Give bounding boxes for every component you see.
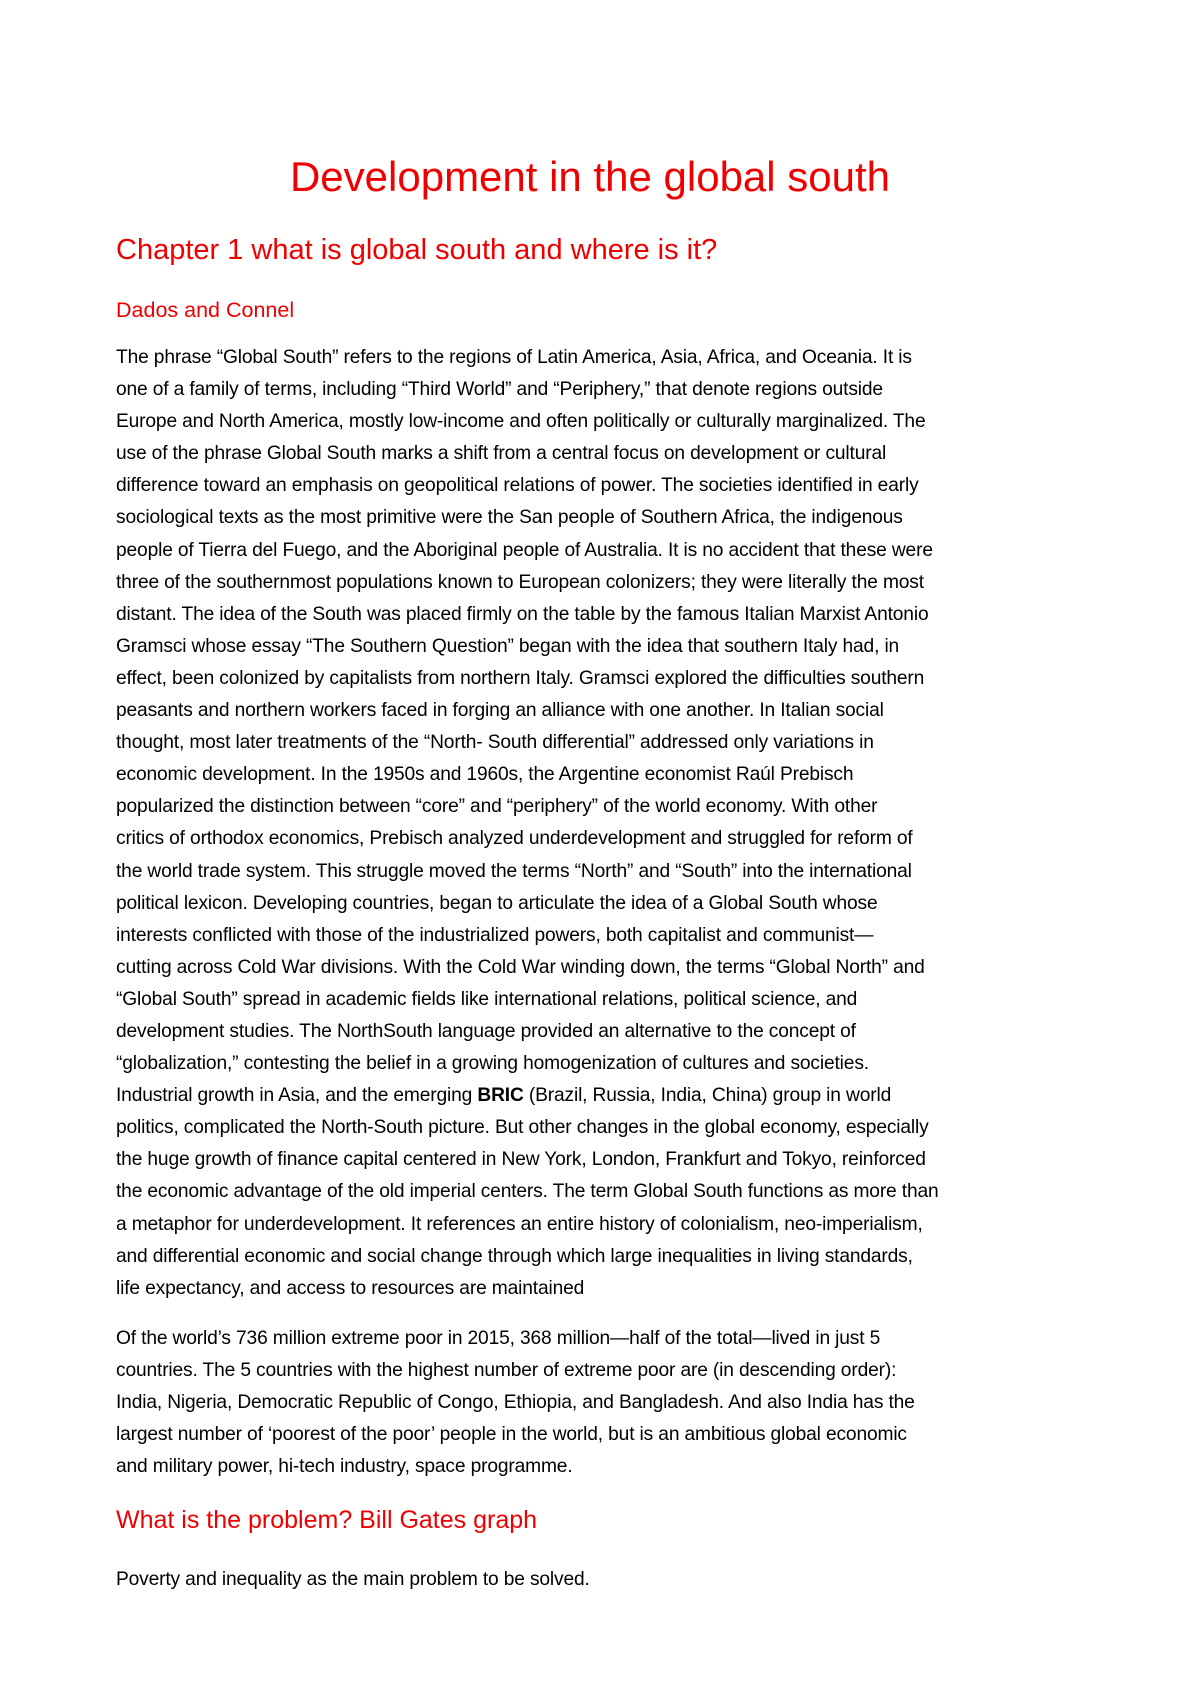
paragraph-line: peasants and northern workers faced in forging an alliance with one another. In Italian social [116, 700, 884, 722]
paragraph-line: Gramsci whose essay “The Southern Question” began with the idea that southern Italy had, in [116, 635, 900, 657]
paragraph-line: critics of orthodox economics, Prebisch analyzed underdevelopment and struggled for reform of [116, 828, 913, 850]
paragraph-line: Europe and North America, mostly low-income and often politically or culturally marginalized. The [116, 411, 926, 433]
paragraph-line: distant. The idea of the South was placed firmly on the table by the famous Italian Marxist Antonio [116, 603, 929, 625]
paragraph-line: political lexicon. Developing countries, began to articulate the idea of a Global South whose [116, 892, 878, 914]
paragraph-line: “globalization,” contesting the belief in a growing homogenization of cultures and societies. [116, 1053, 869, 1075]
paragraph-line: thought, most later treatments of the “North- South differential” addressed only variations in [116, 732, 874, 754]
paragraph-line: Poverty and inequality as the main problem to be solved. [116, 1569, 590, 1590]
paragraph-line: people of Tierra del Fuego, and the Aboriginal people of Australia. It is no accident that these were [116, 539, 933, 561]
paragraph-line: effect, been colonized by capitalists from northern Italy. Gramsci explored the difficulties southern [116, 667, 925, 689]
paragraph-line: politics, complicated the North-South picture. But other changes in the global economy, especially [116, 1117, 929, 1139]
paragraph-line: and military power, hi-tech industry, space programme. [116, 1456, 573, 1478]
paragraph-line: sociological texts as the most primitive were the San people of Southern Africa, the indigenous [116, 507, 903, 529]
paragraph-line: and differential economic and social change through which large inequalities in living standards, [116, 1245, 913, 1267]
paragraph-line: Of the world’s 736 million extreme poor in 2015, 368 million—half of the total—lived in just 5 [116, 1328, 881, 1349]
paragraph-line: popularized the distinction between “core” and “periphery” of the world economy. With other [116, 796, 878, 818]
paragraph-line: economic development. In the 1950s and 1960s, the Argentine economist Raúl Prebisch [116, 764, 854, 786]
paragraph-line-bric [116, 1080, 1096, 1112]
paragraph-line: “Global South” spread in academic fields like international relations, political science, and [116, 988, 858, 1010]
paragraph-line: The phrase “Global South” refers to the regions of Latin America, Asia, Africa, and Oceania. It is [116, 347, 912, 368]
bric-term: BRIC [477, 1085, 524, 1107]
paragraph-line: use of the phrase Global South marks a shift from a central focus on development or cultural [116, 443, 887, 465]
paragraph-line: a metaphor for underdevelopment. It references an entire history of colonialism, neo-imperialism, [116, 1213, 923, 1235]
paragraph-line: development studies. The NorthSouth language provided an alternative to the concept of [116, 1020, 856, 1042]
paragraph-line: countries. The 5 countries with the highest number of extreme poor are (in descending order): [116, 1360, 897, 1382]
section-heading-problem: What is the problem? Bill Gates graph [116, 1506, 538, 1534]
paragraph-line: the world trade system. This struggle moved the terms “North” and “South” into the international [116, 860, 912, 882]
paragraph-line: India, Nigeria, Democratic Republic of Congo, Ethiopia, and Bangladesh. And also India has the [116, 1392, 915, 1414]
paragraph-line: one of a family of terms, including “Third World” and “Periphery,” that denote regions outside [116, 379, 883, 401]
paragraph-line: three of the southernmost populations known to European colonizers; they were literally the most [116, 571, 924, 593]
paragraph-line: cutting across Cold War divisions. With the Cold War winding down, the terms “Global North” and [116, 956, 925, 978]
paragraph-poverty [116, 1564, 1096, 1596]
paragraph-line: the huge growth of finance capital centered in New York, London, Frankfurt and Tokyo, reinforced [116, 1149, 926, 1171]
chapter-heading: Chapter 1 what is global south and where is it? [116, 234, 718, 266]
bric-line-before: Industrial growth in Asia, and the emerging [116, 1085, 478, 1107]
paragraph-extreme-poor [116, 1323, 1096, 1483]
paragraph-line: interests conflicted with those of the industrialized powers, both capitalist and communist— [116, 924, 874, 946]
paragraph-global-south [116, 342, 1096, 1305]
paragraph-line: largest number of ‘poorest of the poor’ people in the world, but is an ambitious global economic [116, 1424, 907, 1446]
bric-line-after: (Brazil, Russia, India, China) group in world [523, 1085, 892, 1107]
paragraph-line: the economic advantage of the old imperial centers. The term Global South functions as more than [116, 1181, 939, 1203]
author-sub-heading: Dados and Connel [116, 298, 295, 322]
document-title: Development in the global south [289, 153, 891, 200]
paragraph-line: life expectancy, and access to resources are maintained [116, 1277, 585, 1299]
paragraph-line: difference toward an emphasis on geopolitical relations of power. The societies identified in early [116, 475, 919, 497]
